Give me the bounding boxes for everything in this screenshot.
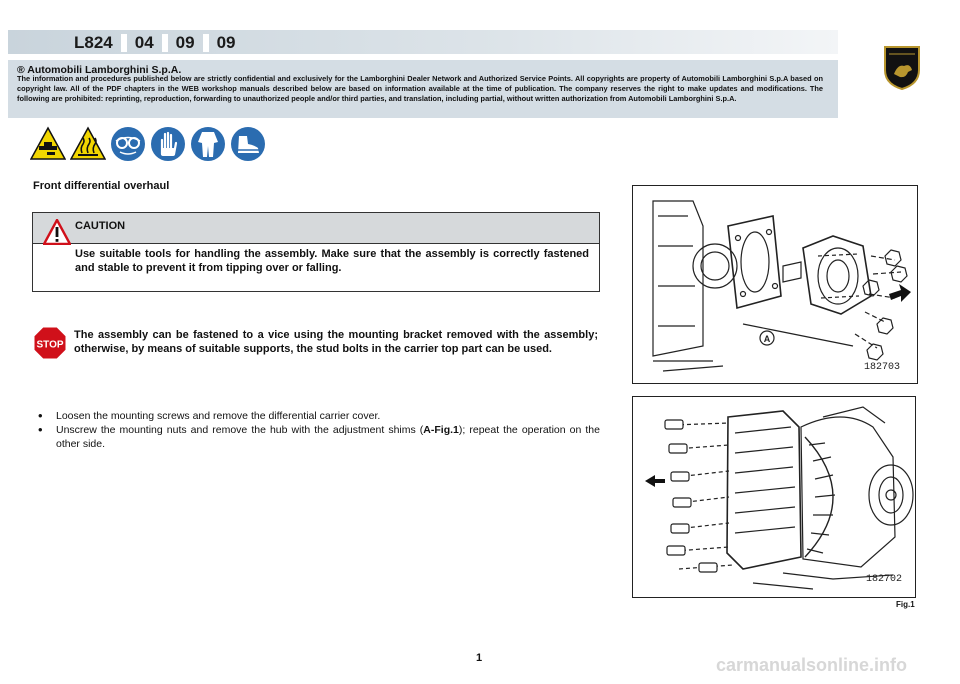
document-code [68,33,242,53]
bullet: • [38,422,43,437]
figure-hub-removal [632,185,918,384]
safety-goggles-icon [110,126,146,162]
code-section: 09 [216,33,236,52]
hot-surface-warning-icon [70,126,106,162]
safety-shoes-icon [230,126,266,162]
code-group: 04 [134,33,154,52]
caution-text: Use suitable tools for handling the assembly. Make sure that the assembly is correctly fastened and stable to prevent it from tipping over or falling. [75,248,589,274]
figure-code: 182703 [864,362,901,373]
step-text-end: ); repeat the operation on the other side. [56,424,600,450]
step-text-start: Unscrew the mounting nuts and remove the hub with the adjustment shims ( [56,424,424,436]
list-item [38,423,600,451]
figure-caption: Fig.1 [896,600,915,609]
hand-crush-warning-icon [30,126,66,162]
hub-removal-drawing [633,186,917,383]
watermark: carmanualsonline.info [716,655,908,675]
safety-icons [30,126,270,162]
code-subgroup: 09 [175,33,195,52]
figure-cover-removal [632,396,916,598]
cover-removal-drawing [633,397,915,597]
copyright-title: ® Automobili Lamborghini S.p.A. [17,64,182,76]
svg-text:STOP: STOP [36,339,64,351]
caution-header [33,213,599,244]
page-title: Front differential overhaul [33,180,170,192]
step-text: Loosen the mounting screws and remove the differential carrier cover. [56,410,381,422]
copyright-text: The information and procedures published below are strictly confidential and exclusively for the Lamborghini Dealer Network and Authorized Service Points. All copyrights are property of Automobili Lamborghini S.p.A based on copyright law. All of the PDF chapters in the WEB workshop manuals described below are based on information available at the time of publication. The company reserves the right to make updates and modifications. The following are prohibited: reprinting, reproduction, forwarding to unauthorized people and/or third parties, and translation, including partial, without written authorization from Automobili Lamborghini S.p.A. [17,74,823,103]
protective-gloves-icon [150,126,186,162]
code-separator [162,34,168,52]
caution-title: CAUTION [75,220,126,232]
page-number: 1 [476,652,483,664]
procedure-steps [38,409,600,451]
code-separator [203,34,209,52]
figure-reference: A-Fig.1 [423,424,459,436]
warning-triangle-icon [43,219,71,245]
stop-note: The assembly can be fastened to a vice using the mounting bracket removed with the assembly; otherwise, by means of suitable supports, the stud bolts in the carrier top part can be used. [74,329,598,355]
figure-code: 182702 [866,574,903,585]
lamborghini-logo [882,44,922,90]
caution-box [32,212,600,292]
figure-part-label: A [763,334,771,344]
list-item [38,409,600,423]
overalls-icon [190,126,226,162]
code-separator [121,34,127,52]
bullet: • [38,408,43,423]
code-model: L824 [74,33,113,52]
stop-sign-icon [33,326,67,360]
